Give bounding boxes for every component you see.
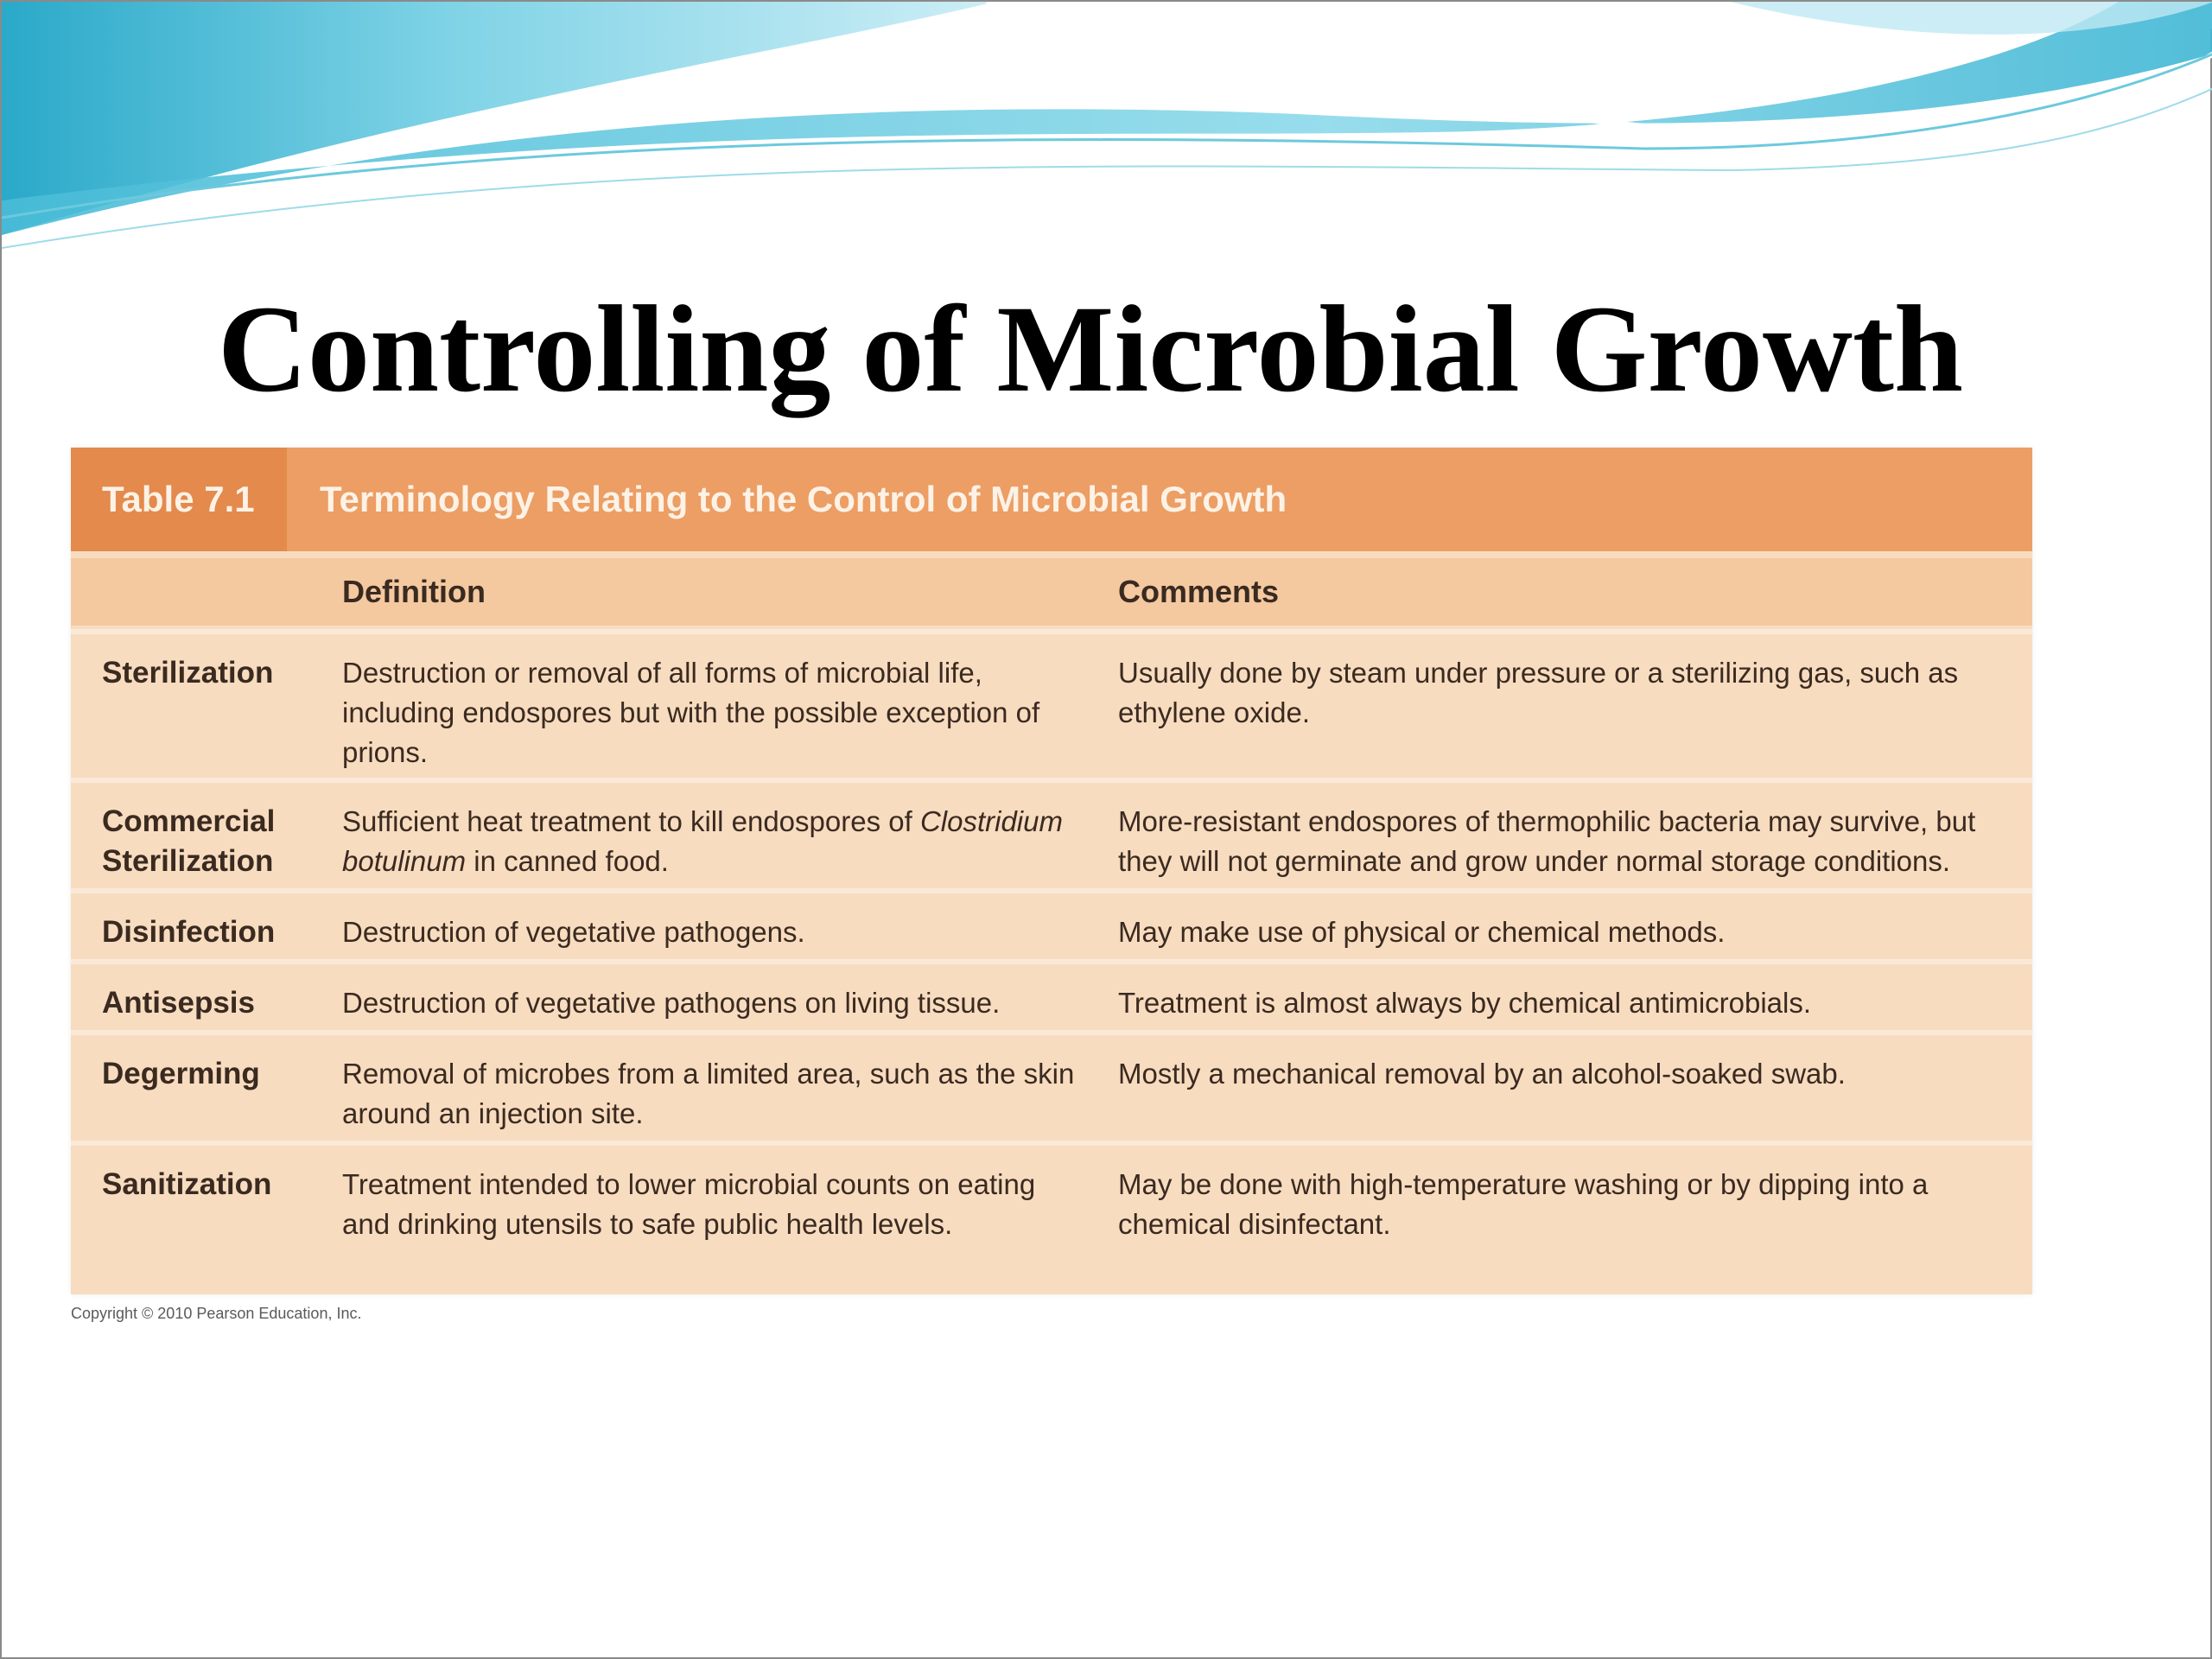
row-term: Disinfection: [102, 915, 276, 949]
header-wave-decoration: [2, 2, 2212, 261]
terminology-table: [71, 448, 2032, 1294]
table-row: [71, 778, 2032, 888]
table-row: [71, 629, 2032, 778]
table-caption-bar: [71, 448, 2032, 551]
row-definition: Destruction of vegetative pathogens.: [342, 916, 805, 948]
row-comments: Usually done by steam under pressure or a sterilizing gas, such as ethylene oxide.: [1118, 657, 1959, 728]
row-definition: Removal of microbes from a limited area, such as the skin around an injection site.: [342, 1058, 1075, 1129]
column-header-comments: Comments: [1118, 574, 1280, 609]
row-definition: Sufficient heat treatment to kill endospores of Clostridium botulinum in canned food.: [342, 805, 1063, 877]
copyright-notice: Copyright © 2010 Pearson Education, Inc.: [71, 1305, 362, 1322]
row-term: Antisepsis: [102, 986, 255, 1020]
table-number: Table 7.1: [71, 448, 287, 551]
row-definition: Treatment intended to lower microbial counts on eating and drinking utensils to safe public health levels.: [342, 1168, 1036, 1240]
organism-name: Clostridium botulinum: [342, 805, 1063, 877]
row-term: Sterilization: [102, 656, 274, 690]
row-term: Commercial Sterilization: [102, 804, 276, 878]
slide-title: Controlling of Microbial Growth: [217, 281, 1963, 418]
table-row: [71, 1141, 2032, 1294]
row-comments: Mostly a mechanical removal by an alcohol-soaked swab.: [1118, 1058, 1846, 1090]
row-comments: More-resistant endospores of thermophilic bacteria may survive, but they will not germinate and grow under normal storage conditions.: [1118, 805, 1976, 877]
table-caption: Terminology Relating to the Control of Microbial Growth: [320, 479, 1287, 519]
table-row: [71, 959, 2032, 1030]
row-definition: Destruction or removal of all forms of microbial life, including endospores but with the possible exception of prions.: [342, 657, 1040, 768]
row-definition: Destruction of vegetative pathogens on living tissue.: [342, 987, 1001, 1019]
table-row: [71, 1030, 2032, 1141]
row-comments: Treatment is almost always by chemical antimicrobials.: [1118, 987, 1812, 1019]
table-header-row: [71, 558, 2032, 626]
row-comments: May make use of physical or chemical methods.: [1118, 916, 1726, 948]
row-term: Sanitization: [102, 1167, 272, 1201]
row-comments: May be done with high-temperature washing or by dipping into a chemical disinfectant.: [1118, 1168, 1929, 1240]
table-row: [71, 888, 2032, 959]
row-term: Degerming: [102, 1057, 260, 1090]
column-header-definition: Definition: [342, 574, 486, 609]
